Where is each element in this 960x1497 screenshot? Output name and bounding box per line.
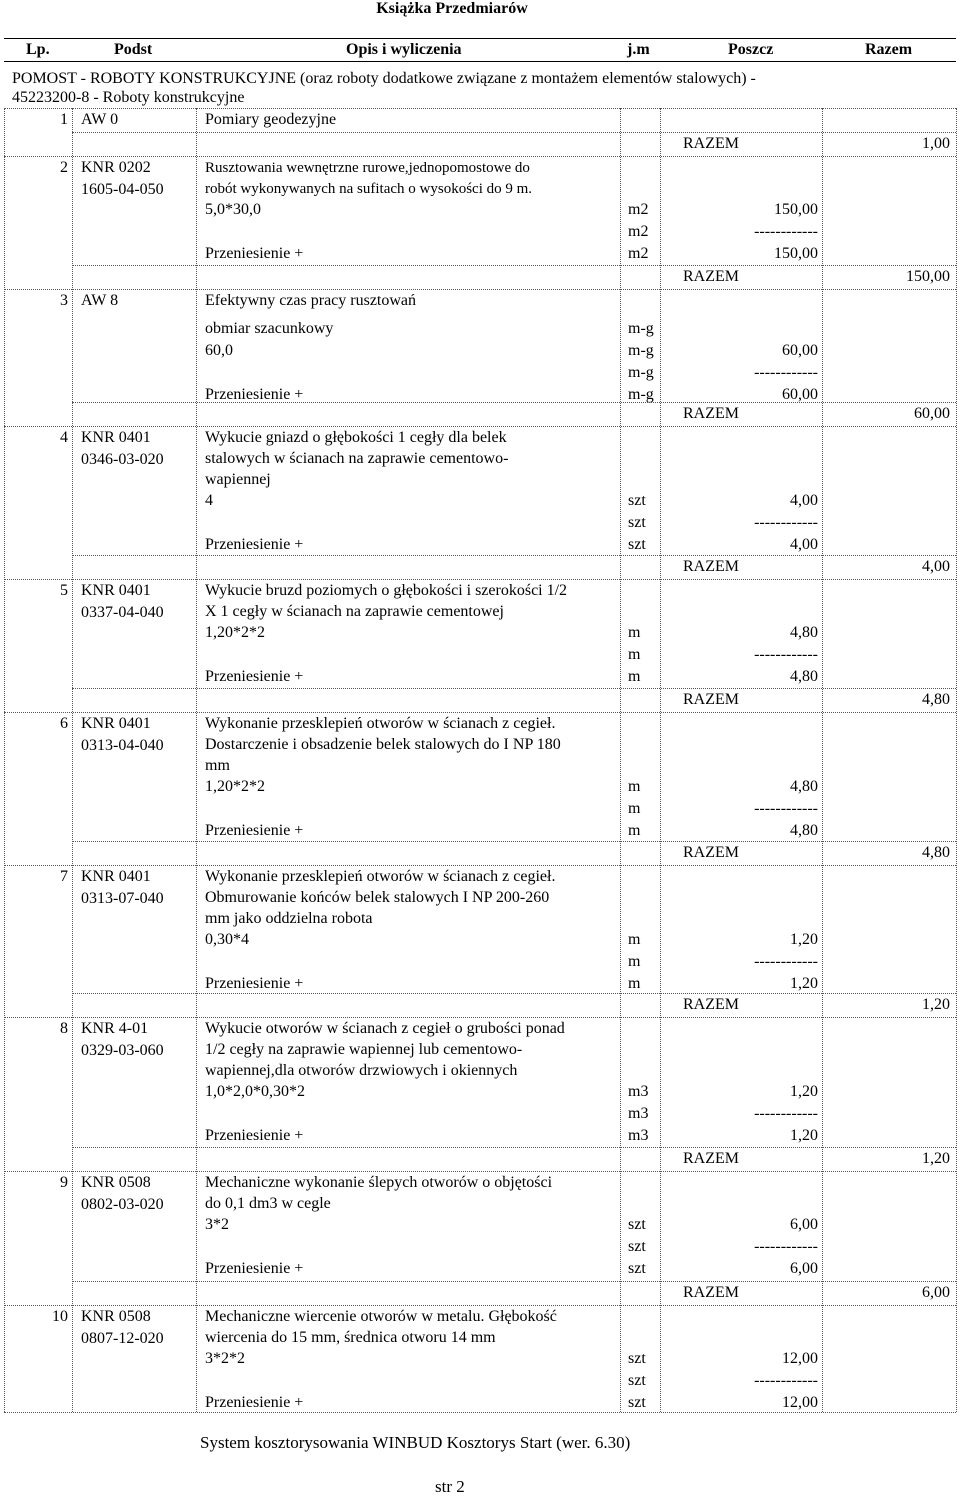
item-description: Wykucie gniazd o głębokości 1 cegły dla belek	[205, 429, 507, 446]
calc-text: 60,0	[205, 342, 233, 359]
column-rule	[196, 108, 197, 1412]
item-description: Wykonanie przesklepień otworów w ścianach z cegieł.	[205, 715, 556, 732]
item-podst: KNR 0202	[81, 159, 151, 176]
column-rule	[620, 108, 621, 1412]
razem-label: RAZEM	[683, 844, 739, 861]
column-rule	[822, 108, 823, 1412]
item-description: X 1 cegły w ścianach na zaprawie cementowej	[205, 603, 504, 620]
item-lp: 10	[52, 1308, 68, 1325]
calc-value: 4,80	[790, 624, 818, 641]
page-number: str 2	[435, 1477, 465, 1496]
calc-value: ------------	[754, 364, 818, 381]
item-lp: 3	[60, 292, 68, 309]
item-podst: AW 0	[81, 111, 119, 128]
calc-value: 6,00	[790, 1216, 818, 1233]
calc-text: 5,0*30,0	[205, 201, 261, 218]
item-separator	[4, 579, 956, 580]
item-podst: KNR 0401	[81, 582, 151, 599]
item-description: wapiennej,dla otworów drzwiowych i okiennych	[205, 1062, 518, 1079]
item-lp: 6	[60, 715, 68, 732]
item-podst: 0329-03-060	[81, 1042, 164, 1059]
calc-unit: szt	[628, 1394, 646, 1411]
calc-value: ------------	[754, 1372, 818, 1389]
item-podst: KNR 0508	[81, 1308, 151, 1325]
razem-label: RAZEM	[683, 1150, 739, 1167]
calc-unit: m3	[628, 1127, 649, 1144]
item-podst: 0346-03-020	[81, 451, 164, 468]
calc-value: 60,00	[782, 386, 818, 403]
item-description: Dostarczenie i obsadzenie belek stalowych do I NP 180	[205, 736, 561, 753]
calc-unit: m-g	[628, 320, 654, 337]
col-header-opis: Opis i wyliczenia	[346, 41, 462, 58]
razem-separator	[72, 555, 956, 556]
calc-value: 4,80	[790, 668, 818, 685]
item-podst: 0337-04-040	[81, 604, 164, 621]
calc-unit: m	[628, 975, 641, 992]
razem-label: RAZEM	[683, 405, 739, 422]
calc-unit: m	[628, 822, 641, 839]
calc-unit: szt	[628, 514, 646, 531]
calc-unit: m	[628, 668, 641, 685]
calc-unit: szt	[628, 1372, 646, 1389]
razem-value: 1,00	[922, 135, 950, 152]
item-podst: KNR 0508	[81, 1174, 151, 1191]
item-separator	[4, 426, 956, 427]
item-lp: 5	[60, 582, 68, 599]
razem-value: 1,20	[922, 996, 950, 1013]
calc-value: 1,20	[790, 1083, 818, 1100]
item-description: wapiennej	[205, 471, 271, 488]
item-separator	[4, 712, 956, 713]
calc-text: Przeniesienie +	[205, 1260, 304, 1277]
calc-value: 4,00	[790, 492, 818, 509]
razem-separator	[72, 993, 956, 994]
calc-unit: szt	[628, 536, 646, 553]
calc-value: 150,00	[774, 201, 818, 218]
calc-value: 12,00	[782, 1350, 818, 1367]
calc-unit: m	[628, 953, 641, 970]
col-header-lp: Lp.	[26, 41, 50, 58]
item-description: Wykucie otworów w ścianach z cegieł o grubości ponad	[205, 1020, 565, 1037]
item-description: mm jako oddzielna robota	[205, 910, 373, 927]
calc-value: ------------	[754, 514, 818, 531]
col-header-jm: j.m	[627, 41, 650, 58]
item-podst: 1605-04-050	[81, 181, 164, 198]
item-description: stalowych w ścianach na zaprawie cementowo-	[205, 450, 509, 467]
calc-value: 1,20	[790, 931, 818, 948]
item-description: Rusztowania wewnętrzne rurowe,jednopomostowe do	[205, 160, 530, 176]
item-description: mm	[205, 757, 230, 774]
item-lp: 4	[60, 429, 68, 446]
column-rule	[660, 108, 661, 1412]
footer-text: System kosztorysowania WINBUD Kosztorys Start (wer. 6.30)	[200, 1433, 631, 1452]
item-description: Obmurowanie końców belek stalowych I NP 200-260	[205, 889, 550, 906]
razem-value: 1,20	[922, 1150, 950, 1167]
item-description: wiercenia do 15 mm, średnica otworu 14 mm	[205, 1329, 496, 1346]
calc-unit: szt	[628, 1260, 646, 1277]
razem-separator	[72, 688, 956, 689]
item-lp: 7	[60, 868, 68, 885]
calc-text: Przeniesienie +	[205, 245, 304, 262]
item-description: robót wykonywanych na sufitach o wysokości do 9 m.	[205, 181, 533, 197]
calc-value: ------------	[754, 646, 818, 663]
item-podst: 0313-07-040	[81, 890, 164, 907]
razem-value: 4,80	[922, 691, 950, 708]
razem-label: RAZEM	[683, 135, 739, 152]
document-title: Książka Przedmiarów	[376, 0, 528, 17]
col-header-razem: Razem	[865, 41, 913, 58]
calc-text: Przeniesienie +	[205, 386, 304, 403]
razem-label: RAZEM	[683, 996, 739, 1013]
col-header-podst: Podst	[114, 41, 153, 58]
item-separator	[4, 1017, 956, 1018]
column-rule	[4, 108, 5, 1412]
razem-separator	[72, 132, 956, 133]
col-header-poszcz: Poszcz	[728, 41, 774, 58]
calc-text: Przeniesienie +	[205, 536, 304, 553]
calc-unit: szt	[628, 492, 646, 509]
razem-label: RAZEM	[683, 691, 739, 708]
razem-value: 4,00	[922, 558, 950, 575]
header-top-rule	[4, 38, 956, 39]
razem-separator	[72, 402, 956, 403]
calc-unit: m-g	[628, 342, 654, 359]
calc-text: obmiar szacunkowy	[205, 320, 334, 337]
item-description: Mechaniczne wiercenie otworów w metalu. Głębokość	[205, 1308, 557, 1325]
calc-value: 4,00	[790, 536, 818, 553]
calc-text: 1,20*2*2	[205, 624, 265, 641]
calc-value: 60,00	[782, 342, 818, 359]
item-lp: 8	[60, 1020, 68, 1037]
razem-separator	[72, 841, 956, 842]
item-podst: 0802-03-020	[81, 1196, 164, 1213]
item-lp: 2	[60, 159, 68, 176]
calc-unit: m	[628, 931, 641, 948]
calc-text: 3*2*2	[205, 1350, 245, 1367]
calc-value: ------------	[754, 223, 818, 240]
calc-unit: m-g	[628, 364, 654, 381]
calc-unit: m	[628, 646, 641, 663]
section-title-line1: POMOST - ROBOTY KONSTRUKCYJNE (oraz roboty dodatkowe związane z montażem elementów stalowych) -	[12, 70, 756, 87]
calc-value: ------------	[754, 800, 818, 817]
column-rule	[72, 108, 73, 1412]
calc-unit: m	[628, 624, 641, 641]
item-separator	[4, 108, 956, 109]
item-description: Efektywny czas pracy rusztowań	[205, 292, 417, 309]
razem-separator	[72, 1281, 956, 1282]
calc-value: 1,20	[790, 975, 818, 992]
item-description: do 0,1 dm3 w cegle	[205, 1195, 331, 1212]
header-bottom-rule	[4, 61, 956, 62]
calc-text: Przeniesienie +	[205, 1127, 304, 1144]
calc-text: 0,30*4	[205, 931, 249, 948]
calc-value: 4,80	[790, 778, 818, 795]
table-bottom-rule	[4, 1412, 956, 1413]
calc-unit: m	[628, 800, 641, 817]
calc-value: ------------	[754, 953, 818, 970]
calc-text: 3*2	[205, 1216, 229, 1233]
item-description: Mechaniczne wykonanie ślepych otworów o objętości	[205, 1174, 553, 1191]
item-lp: 1	[60, 111, 68, 128]
calc-unit: m2	[628, 223, 649, 240]
section-title-line2: 45223200-8 - Roboty konstrukcyjne	[12, 89, 245, 106]
calc-value: ------------	[754, 1238, 818, 1255]
item-podst: AW 8	[81, 292, 119, 309]
calc-text: Przeniesienie +	[205, 668, 304, 685]
calc-unit: szt	[628, 1238, 646, 1255]
item-podst: 0313-04-040	[81, 737, 164, 754]
razem-value: 6,00	[922, 1284, 950, 1301]
item-description: Pomiary geodezyjne	[205, 111, 337, 128]
item-description: Wykucie bruzd poziomych o głębokości i szerokości 1/2	[205, 582, 568, 599]
razem-value: 60,00	[914, 405, 950, 422]
razem-label: RAZEM	[683, 268, 739, 285]
calc-unit: szt	[628, 1216, 646, 1233]
item-podst: 0807-12-020	[81, 1330, 164, 1347]
calc-unit: m3	[628, 1083, 649, 1100]
razem-label: RAZEM	[683, 558, 739, 575]
razem-separator	[72, 265, 956, 266]
calc-text: 1,0*2,0*0,30*2	[205, 1083, 305, 1100]
calc-unit: m-g	[628, 386, 654, 403]
calc-unit: szt	[628, 1350, 646, 1367]
item-podst: KNR 0401	[81, 715, 151, 732]
item-description: 1/2 cegły na zaprawie wapiennej lub cementowo-	[205, 1041, 523, 1058]
item-separator	[4, 865, 956, 866]
item-lp: 9	[60, 1174, 68, 1191]
calc-unit: m	[628, 778, 641, 795]
item-separator	[4, 1171, 956, 1172]
item-description: Wykonanie przesklepień otworów w ścianach z cegieł.	[205, 868, 556, 885]
razem-value: 150,00	[906, 268, 950, 285]
calc-text: Przeniesienie +	[205, 822, 304, 839]
razem-label: RAZEM	[683, 1284, 739, 1301]
calc-value: 6,00	[790, 1260, 818, 1277]
calc-unit: m2	[628, 245, 649, 262]
calc-unit: m2	[628, 201, 649, 218]
calc-text: 4	[205, 492, 213, 509]
item-podst: KNR 0401	[81, 429, 151, 446]
calc-value: 12,00	[782, 1394, 818, 1411]
calc-value: ------------	[754, 1105, 818, 1122]
column-rule	[956, 108, 957, 1412]
item-separator	[4, 1305, 956, 1306]
item-podst: KNR 0401	[81, 868, 151, 885]
calc-unit: m3	[628, 1105, 649, 1122]
calc-value: 4,80	[790, 822, 818, 839]
item-separator	[4, 289, 956, 290]
calc-text: 1,20*2*2	[205, 778, 265, 795]
razem-separator	[72, 1147, 956, 1148]
calc-value: 150,00	[774, 245, 818, 262]
calc-value: 1,20	[790, 1127, 818, 1144]
razem-value: 4,80	[922, 844, 950, 861]
item-podst: KNR 4-01	[81, 1020, 149, 1037]
item-separator	[4, 156, 956, 157]
calc-text: Przeniesienie +	[205, 1394, 304, 1411]
calc-text: Przeniesienie +	[205, 975, 304, 992]
